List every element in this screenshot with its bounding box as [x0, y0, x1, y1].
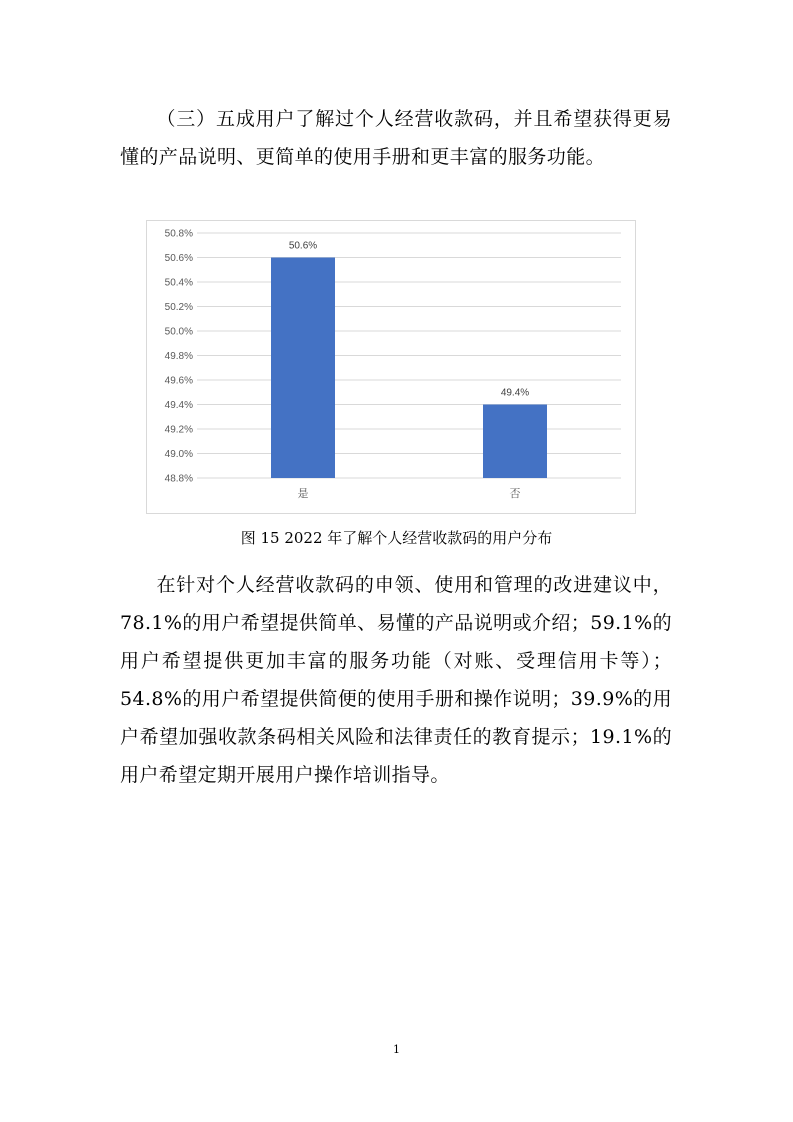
- y-tick-label: 50.4%: [164, 277, 193, 289]
- data-label: 49.4%: [500, 387, 530, 399]
- page-number: 1: [393, 1043, 400, 1056]
- figure-caption: 图 15 2022 年了解个人经营收款码的用户分布: [240, 529, 553, 547]
- body-paragraph: [120, 566, 672, 794]
- y-tick-label: 50.0%: [164, 326, 193, 338]
- bar-chart: [146, 220, 636, 514]
- y-tick-label: 49.8%: [164, 351, 193, 362]
- x-tick-label: 是: [297, 487, 309, 500]
- section-heading: [120, 100, 672, 176]
- y-tick-label: 49.2%: [164, 424, 193, 436]
- y-tick-label: 48.8%: [164, 473, 193, 485]
- x-tick-label: 否: [509, 487, 521, 500]
- bar: [271, 258, 335, 479]
- y-tick-label: 49.0%: [164, 449, 193, 460]
- y-tick-label: 49.6%: [164, 375, 193, 387]
- y-tick-label: 50.2%: [164, 302, 193, 313]
- y-tick-label: 49.4%: [164, 400, 193, 411]
- y-tick-label: 50.6%: [164, 253, 193, 264]
- y-tick-label: 50.8%: [164, 228, 193, 240]
- bar: [483, 405, 547, 479]
- body-paragraph-text: 在针对个人经营收款码的申领、使用和管理的改进建议中，78.1%的用户希望提供简单、易懂的产品说明或介绍；59.1%的用户希望提供更加丰富的服务功能（对账、受理信用卡等）；54.8%的用户希望提供简便的使用手册和操作说明；39.9%的用户希望加强收款条码相关风险和法律责任的教育提示；19.1%的用户希望定期开展用户操作培训指导。: [120, 574, 672, 786]
- section-heading-text: （三）五成用户了解过个人经营收款码，并且希望获得更易懂的产品说明、更简单的使用手册和更丰富的服务功能。: [120, 108, 672, 168]
- bar-chart-svg: [147, 221, 635, 513]
- data-label: 50.6%: [288, 240, 318, 252]
